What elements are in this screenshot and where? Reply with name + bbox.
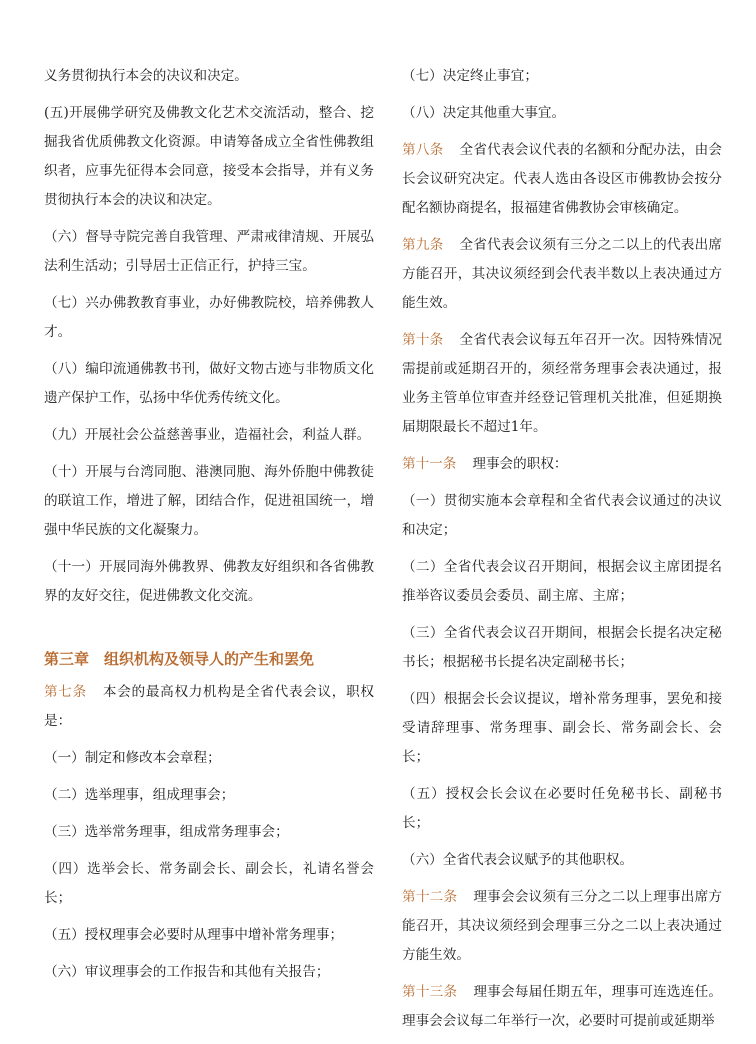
article-text: 全省代表会议每五年召开一次。因特殊情况需提前或延期召开的，须经常务理事会表决通过，报业务主管单位审查并经登记管理机关批准，但延期换届期限最长不超过1年。 <box>402 332 723 435</box>
article-text: 全省代表会议代表的名额和分配办法，由会长会议研究决定。代表人选由各设区市佛教协会按分配名额协商提名，报福建省佛教协会审核确定。 <box>402 142 723 216</box>
article-10 <box>402 326 722 442</box>
paragraph: (五)开展佛学研究及佛教文化艺术交流活动，整合、挖掘我省优质佛教文化资源。申请筹备成立全省性佛教组织者，应事先征得本会同意，接受本会指导，并有义务贯彻执行本会的决议和决定。 <box>44 105 374 208</box>
article-label: 第八条 <box>402 142 444 158</box>
article-12 <box>402 883 722 970</box>
article-text: 理事会的职权： <box>472 456 568 472</box>
article-label: 第十三条 <box>402 984 458 1000</box>
article-text: 全省代表会议须有三分之二以上的代表出席方能召开，其决议须经到会代表半数以上表决通过方能生效。 <box>402 237 723 311</box>
article-text: 本会的最高权力机构是全省代表会议，职权是： <box>44 684 375 729</box>
article-label: 第九条 <box>402 237 444 253</box>
left-column <box>44 62 374 995</box>
article-9 <box>402 231 722 318</box>
list-item: （六）全省代表会议赋予的其他职权。 <box>402 852 634 868</box>
paragraph: （八）编印流通佛教书刊，做好文物古迹与非物质文化遗产保护工作，弘扬中华优秀传统文化。 <box>44 361 374 406</box>
article-13 <box>402 978 722 1036</box>
paragraph: （七）兴办佛教教育事业，办好佛教院校，培养佛教人才。 <box>44 295 374 340</box>
paragraph: （十）开展与台湾同胞、港澳同胞、海外侨胞中佛教徒的联谊工作，增进了解，团结合作，促进祖国统一，增强中华民族的文化凝聚力。 <box>44 464 374 538</box>
list-item: （二）选举理事，组成理事会； <box>44 787 235 803</box>
list-item: （五）授权会长会议在必要时任免秘书长、副秘书长； <box>402 786 722 831</box>
article-label: 第七条 <box>44 684 87 700</box>
article-label: 第十一条 <box>402 456 457 472</box>
list-item: （八）决定其他重大事宜。 <box>402 105 566 121</box>
article-text: 理事会会议须有三分之二以上理事出席方能召开，其决议须经到会理事三分之二以上表决通过方能生效。 <box>402 889 723 963</box>
article-8 <box>402 136 722 223</box>
article-7 <box>44 678 374 736</box>
list-item: （四）选举会长、常务副会长、副会长，礼请名誉会长； <box>44 861 374 906</box>
paragraph: （九）开展社会公益慈善事业，造福社会，利益人群。 <box>44 427 371 443</box>
list-item: （三）选举常务理事，组成常务理事会； <box>44 824 289 840</box>
paragraph: （十一）开展同海外佛教界、佛教友好组织和各省佛教界的友好交往，促进佛教文化交流。 <box>44 559 374 604</box>
right-column <box>402 62 722 1044</box>
list-item: （三）全省代表会议召开期间，根据会长提名决定秘书长；根据秘书长提名决定副秘书长； <box>402 625 722 670</box>
article-11 <box>402 450 722 479</box>
list-item: （四）根据会长会议提议，增补常务理事，罢免和接受请辞理事、常务理事、副会长、常务副会长、会长； <box>402 691 722 765</box>
article-text: 理事会每届任期五年，理事可连选连任。理事会会议每二年举行一次，必要时可提前或延期举 <box>402 984 723 1029</box>
chapter-heading: 第三章 组织机构及领导人的产生和罢免 <box>44 650 315 668</box>
article-label: 第十条 <box>402 332 444 348</box>
paragraph: （六）督导寺院完善自我管理、严肃戒律清规、开展弘法利生活动；引导居士正信正行，护持三宝。 <box>44 229 374 274</box>
list-item: （七）决定终止事宜； <box>402 68 538 84</box>
list-item: （一）制定和修改本会章程； <box>44 750 221 766</box>
article-label: 第十二条 <box>402 889 458 905</box>
paragraph: 义务贯彻执行本会的决议和决定。 <box>44 68 248 84</box>
list-item: （二）全省代表会议召开期间，根据会议主席团提名推举咨议委员会委员、副主席、主席； <box>402 559 722 604</box>
list-item: （六）审议理事会的工作报告和其他有关报告； <box>44 964 330 980</box>
list-item: （一）贯彻实施本会章程和全省代表会议通过的决议和决定； <box>402 493 722 538</box>
list-item: （五）授权理事会必要时从理事中增补常务理事； <box>44 927 344 943</box>
